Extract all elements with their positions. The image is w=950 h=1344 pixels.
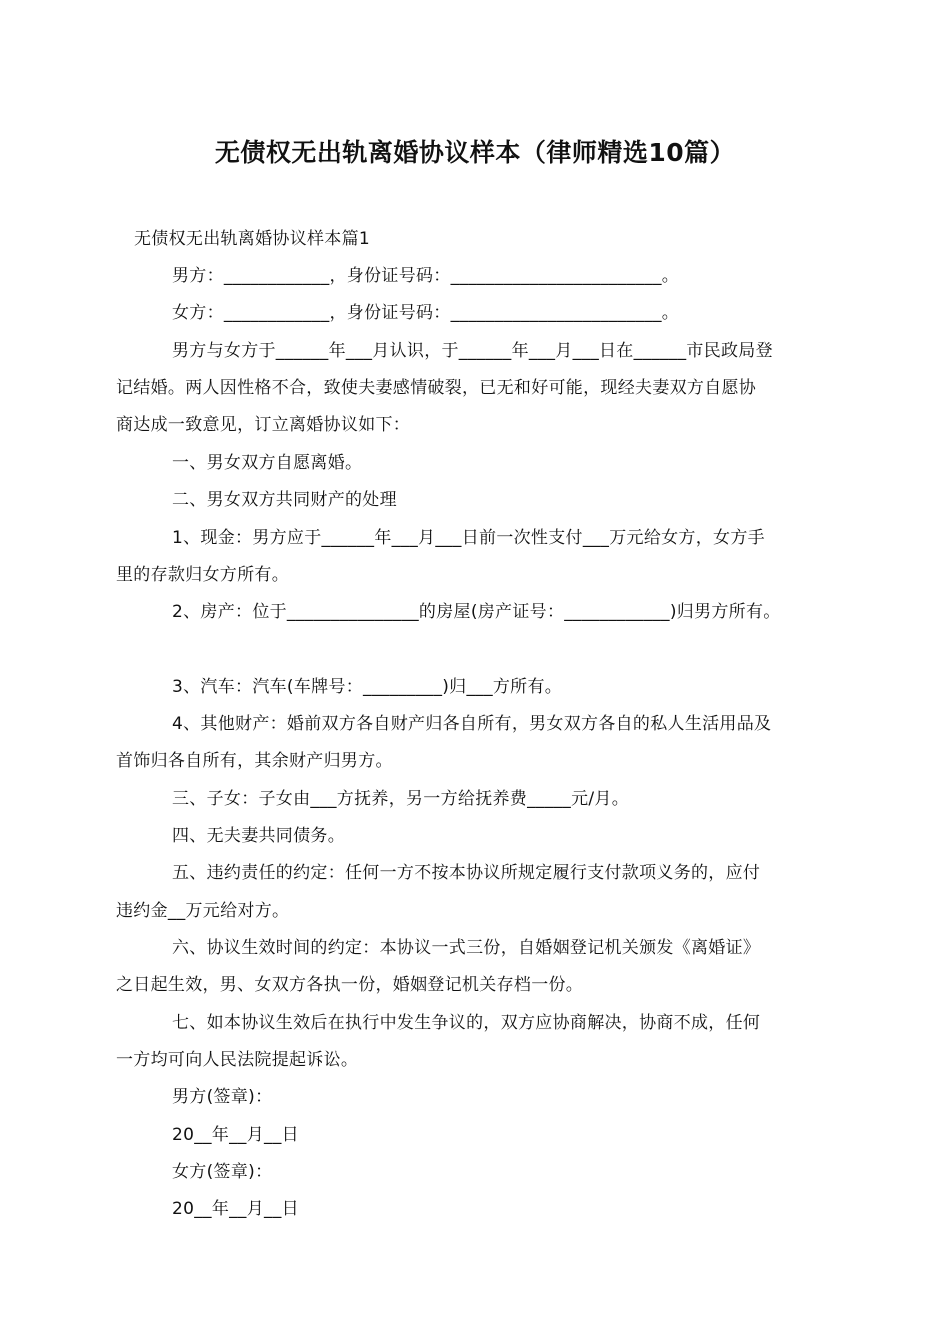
- clause-line: 2、房产：位于_______________的房屋(房产证号：____________)归男方所有。: [172, 602, 781, 622]
- paragraph-line: 商达成一致意见，订立离婚协议如下：: [116, 415, 411, 435]
- clause-line: 违约金__万元给对方。: [116, 901, 290, 921]
- clause-line: 四、无夫妻共同债务。: [172, 826, 345, 846]
- clause-line: 一方均可向人民法院提起诉讼。: [116, 1050, 359, 1070]
- male-party-line: 男方：____________，身份证号码：________________________。: [172, 266, 680, 286]
- female-signature-date: 20__年__月__日: [172, 1199, 299, 1219]
- clause-line: 里的存款归女方所有。: [116, 565, 289, 585]
- female-party-line: 女方：____________，身份证号码：________________________。: [172, 303, 680, 323]
- female-signature-line: 女方(签章)：: [172, 1162, 273, 1182]
- clause-line: 二、男女双方共同财产的处理: [172, 490, 397, 510]
- clause-line: 五、违约责任的约定：任何一方不按本协议所规定履行支付款项义务的，应付: [172, 863, 761, 883]
- clause-line: 一、男女双方自愿离婚。: [172, 453, 363, 473]
- clause-line: 3、汽车：汽车(车牌号：_________)归___方所有。: [172, 677, 563, 697]
- clause-line: 六、协议生效时间的约定：本协议一式三份，自婚姻登记机关颁发《离婚证》: [172, 938, 761, 958]
- clause-line: 三、子女：子女由___方抚养，另一方给抚养费_____元/月。: [172, 789, 630, 809]
- male-signature-line: 男方(签章)：: [172, 1087, 273, 1107]
- clause-line: 七、如本协议生效后在执行中发生争议的，双方应协商解决，协商不成，任何: [172, 1013, 761, 1033]
- clause-line: 之日起生效，男、女双方各执一份，婚姻登记机关存档一份。: [116, 975, 584, 995]
- document-title: 无债权无出轨离婚协议样本（律师精选10篇）: [214, 138, 736, 167]
- paragraph-line: 记结婚。两人因性格不合，致使夫妻感情破裂，已无和好可能，现经夫妻双方自愿协: [116, 378, 757, 398]
- clause-line: 首饰归各自所有，其余财产归男方。: [116, 751, 393, 771]
- paragraph-line: 男方与女方于______年___月认识，于______年___月___日在______市民政局登: [172, 341, 773, 361]
- clause-line: 1、现金：男方应于______年___月___日前一次性支付___万元给女方，女方手: [172, 528, 765, 548]
- section-heading: 无债权无出轨离婚协议样本篇1: [134, 229, 371, 249]
- clause-line: 4、其他财产：婚前双方各自财产归各自所有，男女双方各自的私人生活用品及: [172, 714, 772, 734]
- male-signature-date: 20__年__月__日: [172, 1125, 299, 1145]
